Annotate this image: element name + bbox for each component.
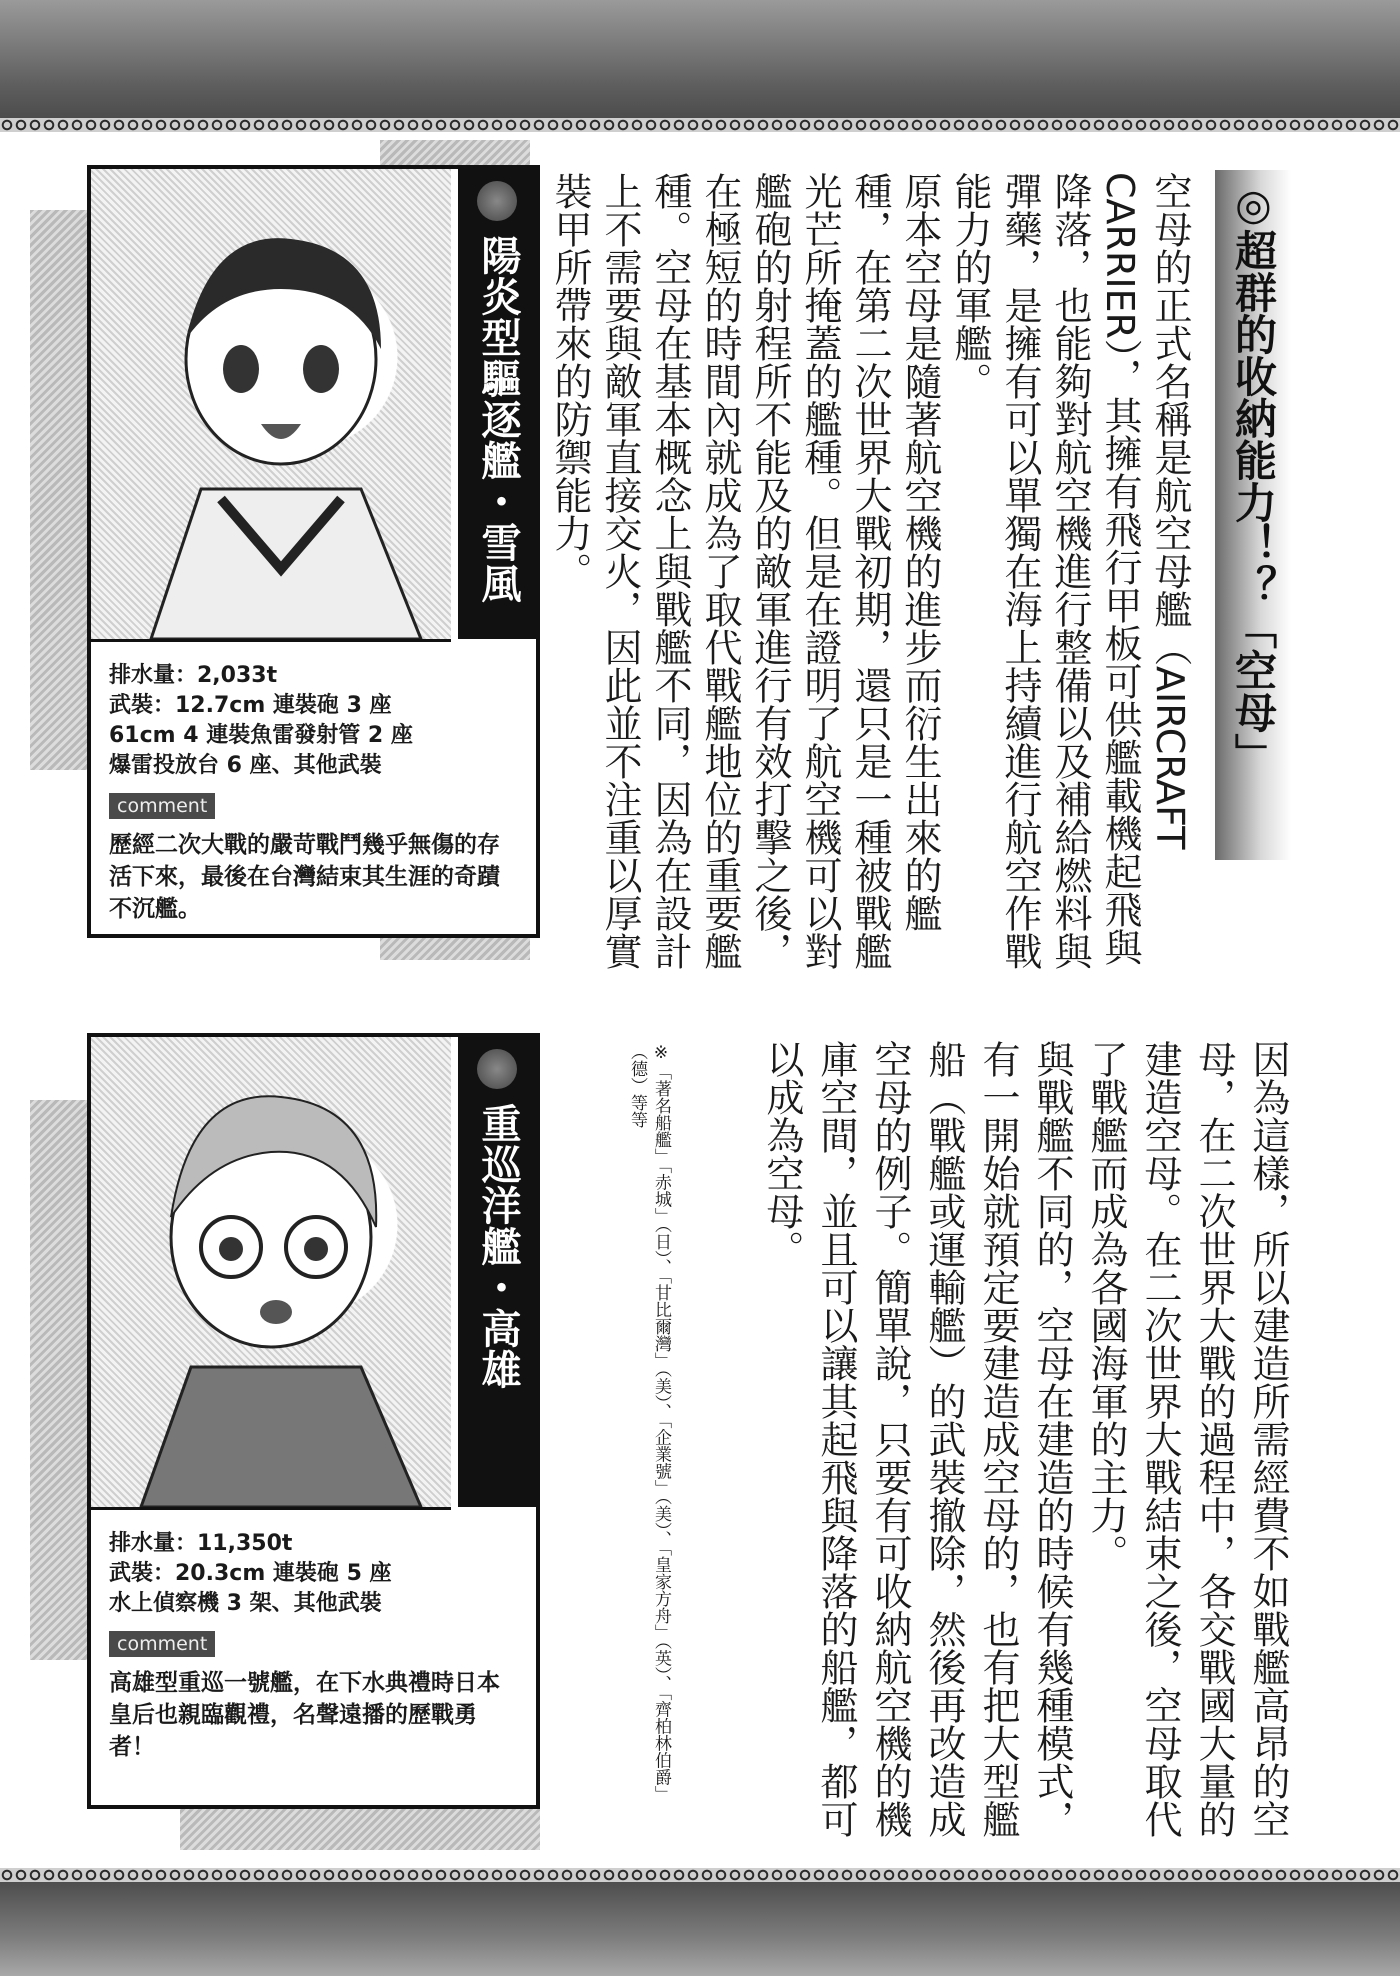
comment-label: comment [109, 793, 215, 819]
section-heading-text: ◎超群的收納能力！？「空母」 [1229, 180, 1278, 775]
stat-line: 排水量：11,350t [109, 1531, 293, 1556]
character-illustration [91, 1037, 451, 1510]
paragraph: 與戰艦不同的，空母在建造的時候有幾種模式，有一開始就預定要建造成空母的，也有把大型艦船（戰艦或運輸艦）的武裝撤除，然後再改造成空母的例子。簡單說，只要有可收納航空機的機庫空間，並且可以讓其起飛與降落的船艦，都可以成為空母。 [760, 1040, 1074, 1838]
ship-card-yukikaze [87, 165, 540, 938]
ship-stats [109, 1529, 522, 1763]
main-article-text [540, 172, 1195, 992]
ship-title-tab [458, 169, 536, 639]
comment-text: 歷經二次大戰的嚴苛戰鬥幾乎無傷的存活下來，最後在台灣結束其生涯的奇蹟不沉艦。 [109, 831, 500, 922]
stat-line: 水上偵察機 3 架、其他武裝 [109, 1591, 382, 1616]
ship-stats [109, 661, 522, 925]
circle-icon [477, 181, 517, 221]
footnote: ※「著名船艦」「赤城」（日）、「甘比爾灣」（美）、「企業號」（美）、「皇家方舟」（英）、「齊柏林伯爵」（德）等等 [627, 1043, 671, 1803]
circle-icon [477, 1049, 517, 1089]
paragraph: 空母的正式名稱是航空母艦（AIRCRAFT CARRIER），其擁有飛行甲板可供艦載機起飛與降落，也能夠對航空機進行整備以及補給燃料與彈藥，是擁有可以單獨在海上持續進行航空作戰能力的軍艦。 [948, 172, 1192, 970]
bottom-border-band [0, 1878, 1400, 1976]
bottom-wave-ornament [0, 1868, 1400, 1882]
paragraph: 因為這樣，所以建造所需經費不如戰艦高昂的空母，在二次世界大戰的過程中，各交戰國大量的建造空母。在二次世界大戰結束之後，空母取代了戰艦而成為各國海軍的主力。 [1084, 1040, 1290, 1838]
stat-line: 61cm 4 連裝魚雷發射管 2 座 [109, 723, 413, 748]
stat-line: 排水量：2,033t [109, 663, 278, 688]
ship-card-takao [87, 1033, 540, 1809]
stat-line: 爆雷投放台 6 座、其他武裝 [109, 753, 382, 778]
comment-text: 高雄型重巡一號艦，在下水典禮時日本皇后也親臨觀禮，名聲遠播的歷戰勇者！ [109, 1669, 500, 1760]
paragraph: 原本空母是隨著航空機的進步而衍生出來的艦種，在第二次世界大戰初期，還只是一種被戰艦光芒所掩蓋的艦種。但是在證明了航空機可以對艦砲的射程所不能及的敵軍進行有效打擊之後，在極短的時間內就成為了取代戰艦地位的重要艦種。空母在基本概念上與戰艦不同，因為在設計上不需要與敵軍直接交火，因此並不注重以厚實裝甲所帶來的防禦能力。 [548, 172, 942, 970]
stat-line: 武裝：20.3cm 連裝砲 5 座 [109, 1561, 392, 1586]
ship-title-tab [458, 1037, 536, 1507]
top-wave-ornament [0, 118, 1400, 132]
section-heading [1215, 170, 1291, 860]
top-border-band [0, 0, 1400, 122]
second-article-text [725, 1040, 1295, 1840]
stat-line: 武裝：12.7cm 連裝砲 3 座 [109, 693, 392, 718]
character-illustration [91, 169, 451, 642]
ship-title: 陽炎型驅逐艦・雪風 [475, 235, 522, 604]
character-illustration-icon [91, 1037, 451, 1507]
ship-title: 重巡洋艦・高雄 [475, 1103, 522, 1390]
character-illustration-icon [91, 169, 451, 639]
comment-label: comment [109, 1631, 215, 1657]
